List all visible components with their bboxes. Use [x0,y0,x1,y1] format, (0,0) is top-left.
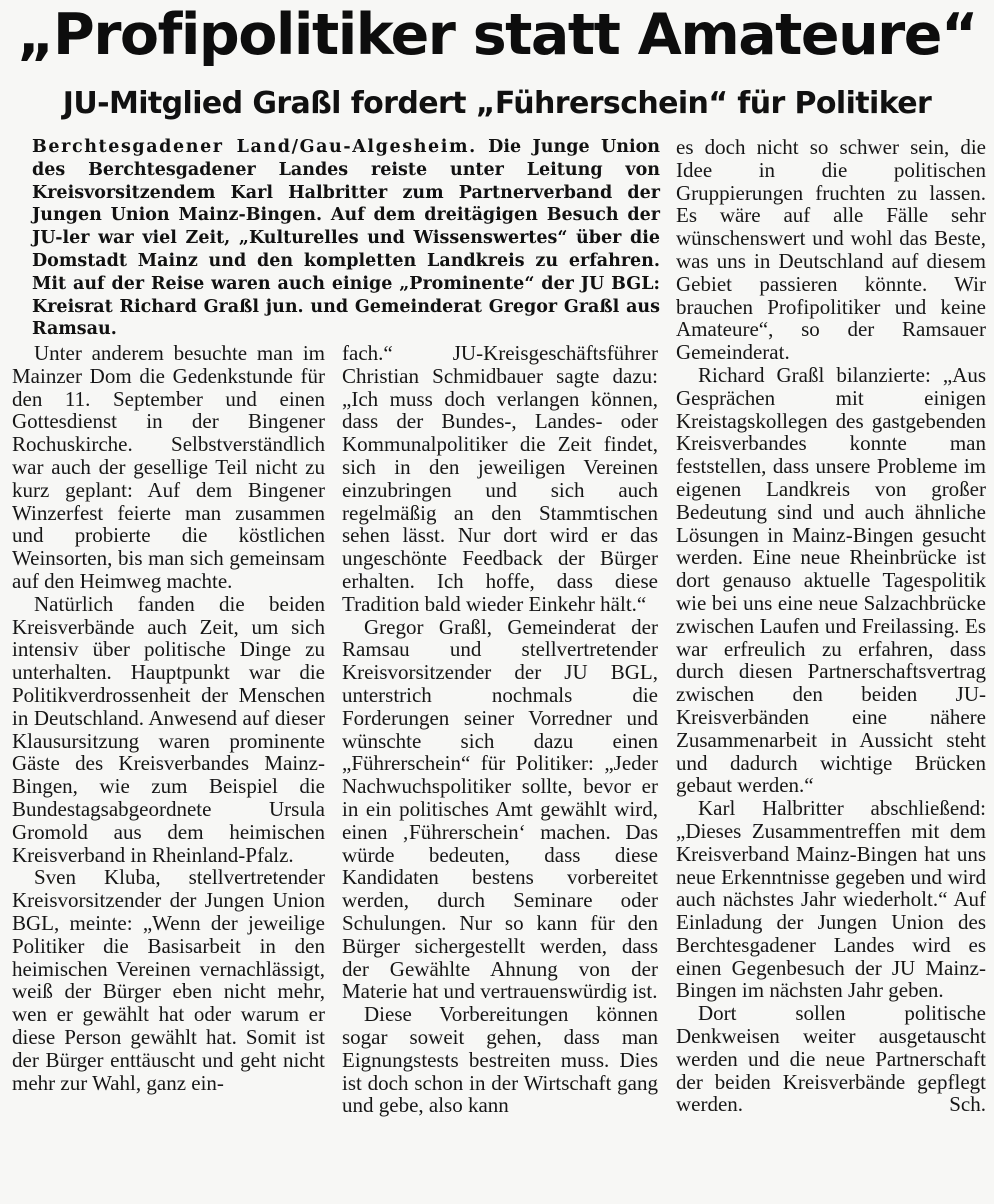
paragraph: Sven Kluba, stellvertretender Kreisvorsitzender der Jungen Union BGL, meinte: „Wenn der jeweilige Politiker die Basisarbeit in den heimischen Vereinen vernachlässigt, weiß der Bürger eben nicht mehr, wen er gewählt hat oder warum er diese Person gewählt hat. Somit ist der Bürger enttäuscht und geht nicht mehr zur Wahl, ganz ein- [12,865,325,1095]
paragraph-text: Dort sollen politische Denkweisen weiter ausgetauscht werden und die neue Partnerschaft der beiden Kreisverbände gepflegt werden. [676,1001,986,1117]
article-lead-text: Die Junge Union des Berchtesgadener Landes reiste unter Leitung von Kreisvorsitzendem Karl Halbritter zum Partnerverband der Jungen Union Mainz-Bingen. Auf dem dreitägigen Besuch der JU-ler war viel Zeit, „Kulturelles und Wissenswertes“ über die Domstadt Mainz und den kompletten Landkreis zu erfahren. Mit auf der Reise waren auch einige „Prominente“ der JU BGL: Kreisrat Richard Graßl jun. und Gemeinderat Gregor Graßl aus Ramsau. [32,137,660,340]
article-subheadline: JU-Mitglied Graßl fordert „Führerschein“ für Politiker [62,86,932,121]
article-headline: „Profipolitiker statt Amateure“ [17,2,977,68]
author-initials: Sch. [949,1092,986,1117]
paragraph-continuation: es doch nicht so schwer sein, die Idee in die politischen Gruppierungen fruchten zu lassen. Es wäre auf alle Fälle sehr wünschenswert und wohl das Beste, was uns in Deutschland auf diesem Gebiet passieren könnte. Wir brauchen Profipolitiker und keine Amateure“, so der Ramsauer Gemeinderat. [676,135,986,365]
paragraph: Diese Vorbereitungen können sogar soweit gehen, dass man Eignungstests bestreiten muss. Dies ist doch schon in der Wirtschaft gang und gebe, also kann [342,1002,658,1118]
article-lead [32,136,660,341]
paragraph: Unter anderem besuchte man im Mainzer Dom die Gedenkstunde für den 11. September und einen Gottesdienst in der Bingener Rochuskirche. Selbstverständlich war auch der gesellige Teil nicht zu kurz geplant: Auf dem Bingener Winzerfest feierte man zusammen und probierte die köstlichen Weinsorten, bis man sich gemeinsam auf den Heimweg machte. [12,341,325,593]
article-dateline: Berchtesgadener Land/Gau-Algesheim. [32,137,477,157]
paragraph-final [676,1002,986,1116]
paragraph-continuation: fach.“ JU-Kreisgeschäftsführer Christian Schmidbauer sagte dazu: „Ich muss doch verlangen können, dass der Bundes-, Landes- oder Kommunalpolitiker die Zeit findet, sich in den jeweiligen Vereinen einzubringen und sich auch regelmäßig an den Stammtischen sehen lässt. Nur dort wird er das ungeschönte Feedback der Bürger erhalten. Ich hoffe, dass diese Tradition bald wieder Einkehr hält.“ [342,341,658,616]
paragraph: Natürlich fanden die beiden Kreisverbände auch Zeit, um sich intensiv über politische Dinge zu unterhalten. Hauptpunkt war die Politikverdrossenheit der Menschen in Deutschland. Anwesend auf dieser Klausursitzung waren prominente Gäste des Kreisverbandes Mainz-Bingen, wie zum Beispiel die Bundestagsabgeordnete Ursula Gromold aus dem heimischen Kreisverband in Rheinland-Pfalz. [12,591,325,867]
paragraph: Richard Graßl bilanzierte: „Aus Gesprächen mit einigen Kreistagskollegen des gastgebenden Kreisverbandes konnte man feststellen, dass unsere Probleme im eigenen Landkreis von großer Bedeutung sind und auch ähnliche Lösungen in Mainz-Bingen gesucht werden. Eine neue Rheinbrücke ist dort genauso aktuelle Tagespolitik wie bei uns eine neue Salzachbrücke zwischen Laufen und Freilassing. Es war erfreulich zu erfahren, dass durch diesen Partnerschaftsvertrag zwischen den beiden JU-Kreisverbänden eine nähere Zusammenarbeit in Aussicht steht und dadurch wichtige Brücken gebaut werden.“ [676,362,986,798]
paragraph: Gregor Graßl, Gemeinderat der Ramsau und stellvertretender Kreisvorsitzender der JU BGL, unterstrich nochmals die Forderungen seiner Vorredner und wünschte sich dazu einen „Führerschein“ für Politiker: „Jeder Nachwuchspolitiker sollte, bevor er in ein politisches Amt gewählt wird, einen ‚Führerschein‘ machen. Das würde bedeuten, dass diese Kandidaten bestens vorbereitet werden, durch Seminare oder Schulungen. Nur so kann für den Bürger sichergestellt werden, dass der Gewählte Ahnung von der Materie hat und vertrauenswürdig ist. [342,614,658,1004]
text-column-2 [342,342,658,1117]
paragraph: Karl Halbritter abschließend: „Dieses Zusammentreffen mit dem Kreisverband Mainz-Bingen hat uns neue Erkenntnisse gegeben und wird auch nächstes Jahr wiederholt.“ Auf Einladung der Jungen Union des Berchtesgadener Landes wird es einen Gegenbesuch der JU Mainz-Bingen im nächsten Jahr geben. [676,796,986,1003]
text-column-1 [12,342,325,1094]
text-column-3 [676,136,986,1116]
